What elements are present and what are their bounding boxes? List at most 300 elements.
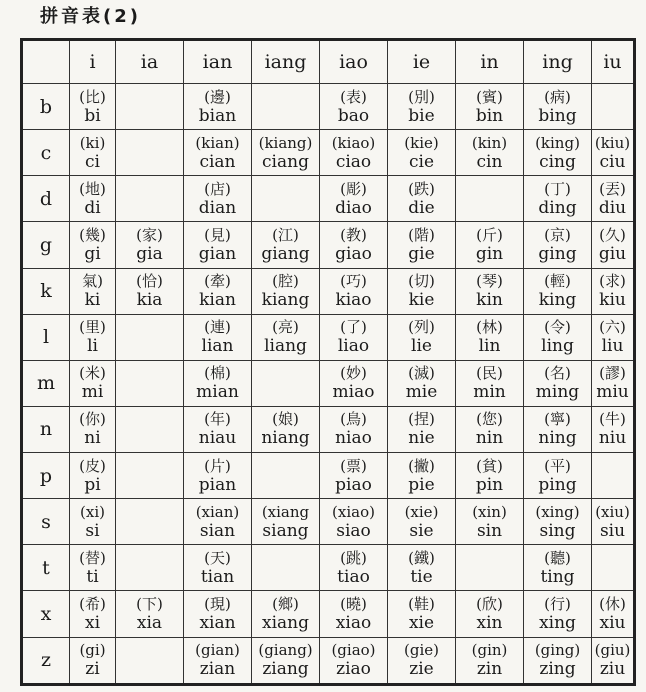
table-cell: [456, 499, 524, 545]
cell-character: (撇): [408, 456, 435, 475]
cell-character: (地): [79, 179, 106, 198]
cell-spelling: gin: [475, 243, 504, 264]
cell-character: (天): [204, 548, 231, 567]
table-cell: [184, 545, 252, 591]
row-initial: z: [22, 637, 70, 685]
cell-spelling: cian: [199, 151, 236, 172]
cell-character: (教): [340, 225, 367, 244]
table-cell: [388, 453, 456, 499]
cell-spelling: kin: [476, 290, 503, 311]
cell-character: (休): [599, 594, 626, 613]
table-cell: [592, 268, 635, 314]
cell-character: (了): [340, 318, 367, 337]
cell-spelling: tie: [410, 566, 433, 587]
table-cell: [320, 268, 388, 314]
cell-spelling: miu: [596, 382, 629, 403]
table-cell: [70, 268, 116, 314]
table-cell: [456, 360, 524, 406]
cell-character: (米): [79, 364, 106, 383]
cell-spelling: xing: [539, 612, 576, 633]
cell-spelling: gie: [408, 243, 435, 264]
cell-character: (求): [599, 272, 626, 291]
table-cell: [116, 314, 184, 360]
table-cell: [70, 130, 116, 176]
table-cell: [524, 84, 592, 130]
table-cell: [70, 222, 116, 268]
cell-character: (令): [544, 318, 571, 337]
cell-character: (別): [408, 87, 435, 106]
table-cell: [524, 360, 592, 406]
table-cell: [320, 545, 388, 591]
row-initial: m: [22, 360, 70, 406]
row-initial: n: [22, 406, 70, 452]
table-cell: [70, 545, 116, 591]
cell-spelling: gian: [198, 243, 237, 264]
table-cell: [320, 499, 388, 545]
table-cell: [252, 176, 320, 222]
cell-spelling: giao: [335, 243, 372, 264]
cell-spelling: bi: [84, 105, 101, 126]
cell-spelling: mi: [81, 382, 104, 403]
cell-character: (片): [204, 456, 231, 475]
cell-character: (xiu): [595, 502, 630, 521]
table-cell: [184, 130, 252, 176]
table-cell: [184, 637, 252, 685]
column-header: ie: [388, 40, 456, 84]
cell-spelling: zi: [85, 659, 100, 680]
cell-spelling: ciao: [335, 151, 372, 172]
table-cell: [116, 84, 184, 130]
cell-spelling: kiao: [335, 290, 372, 311]
cell-character: (皮): [79, 456, 106, 475]
cell-character: (名): [544, 364, 571, 383]
table-cell: [388, 130, 456, 176]
cell-character: (xian): [195, 502, 240, 521]
cell-character: (曉): [340, 594, 367, 613]
cell-spelling: ling: [541, 336, 574, 357]
table-cell: [524, 176, 592, 222]
table-cell: [116, 591, 184, 637]
cell-spelling: ding: [538, 197, 577, 218]
table-row: [22, 222, 635, 268]
table-cell: [116, 406, 184, 452]
row-initial: k: [22, 268, 70, 314]
cell-character: (xin): [472, 502, 507, 521]
cell-character: (xie): [404, 502, 439, 521]
table-cell: [116, 499, 184, 545]
table-cell: [388, 176, 456, 222]
column-header: ing: [524, 40, 592, 84]
cell-spelling: zin: [476, 659, 503, 680]
table-cell: [70, 314, 116, 360]
table-cell: [388, 84, 456, 130]
cell-character: (牽): [204, 272, 231, 291]
cell-character: (家): [136, 225, 163, 244]
cell-spelling: giang: [261, 243, 310, 264]
cell-spelling: sian: [199, 520, 236, 541]
table-cell: [184, 176, 252, 222]
table-cell: [524, 268, 592, 314]
table-cell: [456, 591, 524, 637]
cell-character: (替): [79, 548, 106, 567]
table-cell: [184, 406, 252, 452]
table-cell: [456, 314, 524, 360]
table-cell: [320, 453, 388, 499]
cell-character: (ki): [79, 133, 106, 152]
cell-spelling: siu: [599, 520, 626, 541]
cell-character: (琴): [476, 272, 503, 291]
cell-spelling: ci: [85, 151, 100, 172]
table-cell: [456, 406, 524, 452]
cell-character: (欣): [476, 594, 503, 613]
cell-spelling: xia: [136, 612, 163, 633]
cell-spelling: pi: [84, 474, 101, 495]
cell-spelling: bing: [538, 105, 577, 126]
table-cell: [592, 406, 635, 452]
table-cell: [524, 637, 592, 685]
table-cell: [70, 453, 116, 499]
table-cell: [70, 591, 116, 637]
table-cell: [524, 130, 592, 176]
cell-character: (行): [544, 594, 571, 613]
table-cell: [320, 130, 388, 176]
cell-character: (您): [476, 410, 503, 429]
table-cell: [70, 499, 116, 545]
cell-character: 氣): [82, 272, 103, 291]
table-cell: [456, 176, 524, 222]
table-cell: [252, 453, 320, 499]
cell-spelling: gi: [84, 243, 101, 264]
table-cell: [456, 637, 524, 685]
table-cell: [252, 499, 320, 545]
table-cell: [184, 314, 252, 360]
cell-spelling: xie: [408, 612, 435, 633]
cell-character: (現): [204, 594, 231, 613]
cell-spelling: ming: [535, 382, 580, 403]
cell-character: (階): [408, 225, 435, 244]
cell-character: (希): [79, 594, 106, 613]
cell-character: (平): [544, 456, 571, 475]
table-cell: [592, 222, 635, 268]
cell-character: (giao): [331, 641, 376, 660]
table-row: [22, 406, 635, 452]
cell-spelling: kiang: [261, 290, 310, 311]
cell-spelling: piao: [335, 474, 372, 495]
table-body: [22, 84, 635, 685]
table-cell: [388, 406, 456, 452]
cell-spelling: xiu: [599, 612, 626, 633]
cell-character: (列): [408, 318, 435, 337]
table-cell: [592, 130, 635, 176]
table-row: [22, 637, 635, 685]
table-row: [22, 545, 635, 591]
cell-spelling: tiao: [337, 566, 370, 587]
cell-spelling: bin: [475, 105, 504, 126]
table-cell: [70, 176, 116, 222]
table-cell: [252, 84, 320, 130]
cell-character: (xiao): [332, 502, 375, 521]
cell-character: (gi): [79, 641, 106, 660]
table-cell: [252, 406, 320, 452]
cell-character: (六): [599, 318, 626, 337]
cell-character: (比): [79, 87, 106, 106]
cell-spelling: pian: [198, 474, 237, 495]
table-cell: [320, 637, 388, 685]
table-cell: [388, 545, 456, 591]
cell-character: (鳥): [340, 410, 367, 429]
cell-spelling: dian: [198, 197, 237, 218]
table-cell: [592, 84, 635, 130]
cell-spelling: ting: [540, 566, 575, 587]
table-cell: [116, 268, 184, 314]
table-cell: [388, 637, 456, 685]
cell-spelling: sin: [476, 520, 503, 541]
table-cell: [184, 453, 252, 499]
table-cell: [252, 222, 320, 268]
cell-spelling: xian: [199, 612, 236, 633]
cell-character: (娘): [272, 410, 299, 429]
table-cell: [116, 222, 184, 268]
column-header: i: [70, 40, 116, 84]
table-cell: [184, 499, 252, 545]
cell-character: (彫): [340, 179, 367, 198]
table-cell: [320, 84, 388, 130]
table-cell: [116, 453, 184, 499]
cell-character: (giu): [594, 641, 631, 660]
cell-spelling: die: [408, 197, 435, 218]
table-cell: [524, 453, 592, 499]
table-cell: [456, 222, 524, 268]
cell-spelling: bian: [198, 105, 237, 126]
cell-character: (kiao): [331, 133, 376, 152]
column-header: ia: [116, 40, 184, 84]
table-cell: [592, 360, 635, 406]
cell-spelling: ki: [84, 290, 101, 311]
cell-spelling: sing: [539, 520, 576, 541]
cell-character: (久): [599, 225, 626, 244]
table-cell: [116, 176, 184, 222]
table-cell: [592, 176, 635, 222]
cell-character: (腔): [272, 272, 299, 291]
cell-character: (鐵): [408, 548, 435, 567]
table-cell: [592, 453, 635, 499]
column-header: ian: [184, 40, 252, 84]
table-row: [22, 176, 635, 222]
table-cell: [592, 499, 635, 545]
cell-character: (xi): [80, 502, 105, 521]
table-cell: [184, 84, 252, 130]
cell-spelling: xin: [476, 612, 503, 633]
cell-spelling: cie: [408, 151, 435, 172]
cell-spelling: niu: [598, 428, 627, 449]
table-cell: [116, 130, 184, 176]
column-header: iu: [592, 40, 635, 84]
row-initial: x: [22, 591, 70, 637]
cell-spelling: diu: [598, 197, 627, 218]
cell-character: (ging): [534, 641, 581, 660]
cell-spelling: si: [85, 520, 100, 541]
table-row: [22, 453, 635, 499]
cell-character: (你): [79, 410, 106, 429]
table-cell: [524, 591, 592, 637]
table-row: [22, 130, 635, 176]
cell-spelling: bie: [408, 105, 435, 126]
cell-spelling: min: [473, 382, 506, 403]
table-row: [22, 591, 635, 637]
cell-character: (kiang): [258, 133, 313, 152]
cell-character: (里): [79, 318, 106, 337]
table-cell: [456, 84, 524, 130]
cell-spelling: kian: [199, 290, 236, 311]
cell-character: (寧): [544, 410, 571, 429]
cell-spelling: ciu: [599, 151, 626, 172]
cell-character: (gin): [471, 641, 508, 660]
table-cell: [456, 268, 524, 314]
row-initial: c: [22, 130, 70, 176]
cell-spelling: cing: [539, 151, 576, 172]
table-cell: [524, 406, 592, 452]
table-cell: [70, 637, 116, 685]
table-cell: [116, 637, 184, 685]
cell-character: (連): [204, 318, 231, 337]
cell-spelling: zing: [539, 659, 576, 680]
cell-spelling: kia: [136, 290, 163, 311]
cell-character: (輕): [544, 272, 571, 291]
cell-character: (見): [204, 225, 231, 244]
cell-character: (丁): [544, 179, 571, 198]
table-cell: [524, 499, 592, 545]
table-cell: [70, 84, 116, 130]
row-initial: s: [22, 499, 70, 545]
cell-spelling: giu: [598, 243, 627, 264]
table-cell: [592, 591, 635, 637]
table-cell: [524, 545, 592, 591]
cell-character: (年): [204, 410, 231, 429]
table-cell: [456, 130, 524, 176]
cell-spelling: lin: [478, 336, 501, 357]
table-row: [22, 360, 635, 406]
cell-character: (江): [272, 225, 299, 244]
column-header: iao: [320, 40, 388, 84]
cell-character: (鞋): [408, 594, 435, 613]
cell-character: (跌): [408, 179, 435, 198]
cell-character: (kiu): [594, 133, 631, 152]
table-cell: [252, 130, 320, 176]
cell-character: (病): [544, 87, 571, 106]
cell-spelling: siang: [262, 520, 309, 541]
cell-spelling: ti: [86, 566, 99, 587]
cell-character: (丟): [599, 179, 626, 198]
cell-character: (恰): [136, 272, 163, 291]
table-cell: [252, 268, 320, 314]
table-cell: [70, 360, 116, 406]
cell-character: (giang): [258, 641, 313, 660]
cell-spelling: lie: [411, 336, 432, 357]
table-cell: [592, 545, 635, 591]
cell-character: (幾): [79, 225, 106, 244]
table-cell: [524, 314, 592, 360]
row-initial: l: [22, 314, 70, 360]
cell-character: (xing): [535, 502, 580, 521]
cell-spelling: ping: [538, 474, 577, 495]
row-initial: b: [22, 84, 70, 130]
table-cell: [252, 591, 320, 637]
table-cell: [70, 406, 116, 452]
column-header: in: [456, 40, 524, 84]
cell-spelling: zian: [199, 659, 236, 680]
table-cell: [116, 360, 184, 406]
cell-spelling: diao: [335, 197, 372, 218]
cell-character: (聽): [544, 548, 571, 567]
cell-character: (kie): [404, 133, 439, 152]
table-cell: [320, 222, 388, 268]
cell-spelling: mie: [405, 382, 438, 403]
row-initial: d: [22, 176, 70, 222]
cell-character: (林): [476, 318, 503, 337]
cell-spelling: kie: [408, 290, 435, 311]
cell-spelling: li: [87, 336, 98, 357]
corner-cell: [22, 40, 70, 84]
cell-character: (邊): [204, 87, 231, 106]
table-cell: [388, 314, 456, 360]
cell-spelling: nie: [408, 428, 435, 449]
cell-spelling: cin: [476, 151, 503, 172]
table-cell: [388, 499, 456, 545]
cell-spelling: xiao: [335, 612, 372, 633]
table-cell: [320, 591, 388, 637]
page-title: 拼音表(2): [40, 6, 141, 27]
cell-spelling: niang: [261, 428, 310, 449]
cell-spelling: bao: [337, 105, 370, 126]
table-cell: [456, 545, 524, 591]
cell-character: (巧): [340, 272, 367, 291]
table-cell: [592, 637, 635, 685]
cell-character: (賓): [476, 87, 503, 106]
table-cell: [320, 406, 388, 452]
column-header: iang: [252, 40, 320, 84]
cell-spelling: kiu: [599, 290, 626, 311]
cell-spelling: liang: [264, 336, 307, 357]
table-cell: [252, 637, 320, 685]
table-row: [22, 84, 635, 130]
cell-character: (表): [340, 87, 367, 106]
table-row: [22, 268, 635, 314]
cell-spelling: ziang: [262, 659, 309, 680]
table-cell: [184, 222, 252, 268]
cell-character: (亮): [272, 318, 299, 337]
table-cell: [388, 360, 456, 406]
row-initial: g: [22, 222, 70, 268]
cell-character: (跳): [340, 548, 367, 567]
header-row: [22, 40, 635, 84]
cell-spelling: niao: [335, 428, 372, 449]
cell-spelling: niau: [198, 428, 237, 449]
table-cell: [456, 453, 524, 499]
table-cell: [184, 360, 252, 406]
cell-character: (gian): [195, 641, 240, 660]
cell-character: (票): [340, 456, 367, 475]
cell-spelling: pin: [475, 474, 504, 495]
cell-character: (鄉): [272, 594, 299, 613]
cell-spelling: ging: [538, 243, 577, 264]
table-cell: [388, 591, 456, 637]
cell-character: (切): [408, 272, 435, 291]
cell-character: (貧): [476, 456, 503, 475]
cell-character: (gie): [404, 641, 439, 660]
cell-spelling: zie: [409, 659, 434, 680]
cell-spelling: ziao: [336, 659, 371, 680]
cell-spelling: ziu: [599, 659, 626, 680]
